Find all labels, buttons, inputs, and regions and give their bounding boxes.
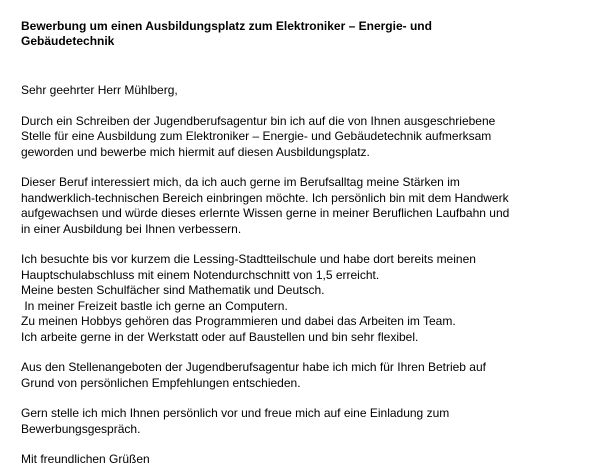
paragraph-line: Hauptschulabschluss mit einem Notendurchschnitt von 1,5 erreicht. bbox=[21, 267, 380, 282]
paragraph-line: Ich besuchte bis vor kurzem die Lessing-Stadtteilschule und habe dort bereits meinen bbox=[21, 252, 476, 266]
paragraph-line: Aus den Stellenangeboten der Jugendberufsagentur habe ich mich für Ihren Betrieb auf bbox=[21, 360, 486, 374]
subject-line: Bewerbung um einen Ausbildungsplatz zum Elektroniker – Energie- und bbox=[21, 19, 432, 33]
letter-closing: Mit freundlichen Grüßen bbox=[21, 452, 150, 466]
paragraph-line: geworden und bewerbe mich hiermit auf diesen Ausbildungsplatz. bbox=[21, 144, 370, 159]
paragraph-choice bbox=[21, 360, 581, 391]
paragraph-line: In meiner Freizeit bastle ich gerne an Computern. bbox=[21, 298, 288, 313]
paragraph-line: handwerklich-technischen Bereich einbringen möchte. Ich persönlich bin mit dem Handwerk bbox=[21, 190, 509, 205]
paragraph-line: Dieser Beruf interessiert mich, da ich auch gerne im Berufsalltag meine Stärken im bbox=[21, 175, 460, 189]
paragraph-line: Ich arbeite gerne in der Werkstatt oder auf Baustellen und bin sehr flexibel. bbox=[21, 329, 419, 344]
letter-subject bbox=[21, 19, 581, 48]
paragraph-line: aufgewachsen und würde dieses erlernte Wissen gerne in meiner Beruflichen Laufbahn und bbox=[21, 206, 510, 220]
paragraph-introduction bbox=[21, 114, 581, 161]
paragraph-line: Bewerbungsgespräch. bbox=[21, 421, 141, 436]
paragraph-line: Zu meinen Hobbys gehören das Programmieren und dabei das Arbeiten im Team. bbox=[21, 314, 456, 328]
paragraph-education bbox=[21, 252, 581, 345]
paragraph-line: Gern stelle ich mich Ihnen persönlich vor und freue mich auf eine Einladung zum bbox=[21, 406, 450, 420]
paragraph-line: Durch ein Schreiben der Jugendberufsagentur bin ich auf die von Ihnen ausgeschriebene bbox=[21, 113, 496, 128]
paragraph-line: in einer Ausbildung bei Ihnen verbessern. bbox=[21, 221, 242, 236]
paragraph-line: Grund von persönlichen Empfehlungen entschieden. bbox=[21, 375, 301, 390]
subject-line: Gebäudetechnik bbox=[21, 33, 115, 48]
paragraph-invitation bbox=[21, 406, 581, 437]
application-letter bbox=[21, 19, 581, 467]
paragraph-line: Meine besten Schulfächer sind Mathematik und Deutsch. bbox=[21, 283, 325, 297]
letter-salutation: Sehr geehrter Herr Mühlberg, bbox=[21, 83, 178, 97]
paragraph-motivation bbox=[21, 175, 581, 237]
paragraph-line: Stelle für eine Ausbildung zum Elektroniker – Energie- und Gebäudetechnik aufmerksam bbox=[21, 129, 492, 143]
